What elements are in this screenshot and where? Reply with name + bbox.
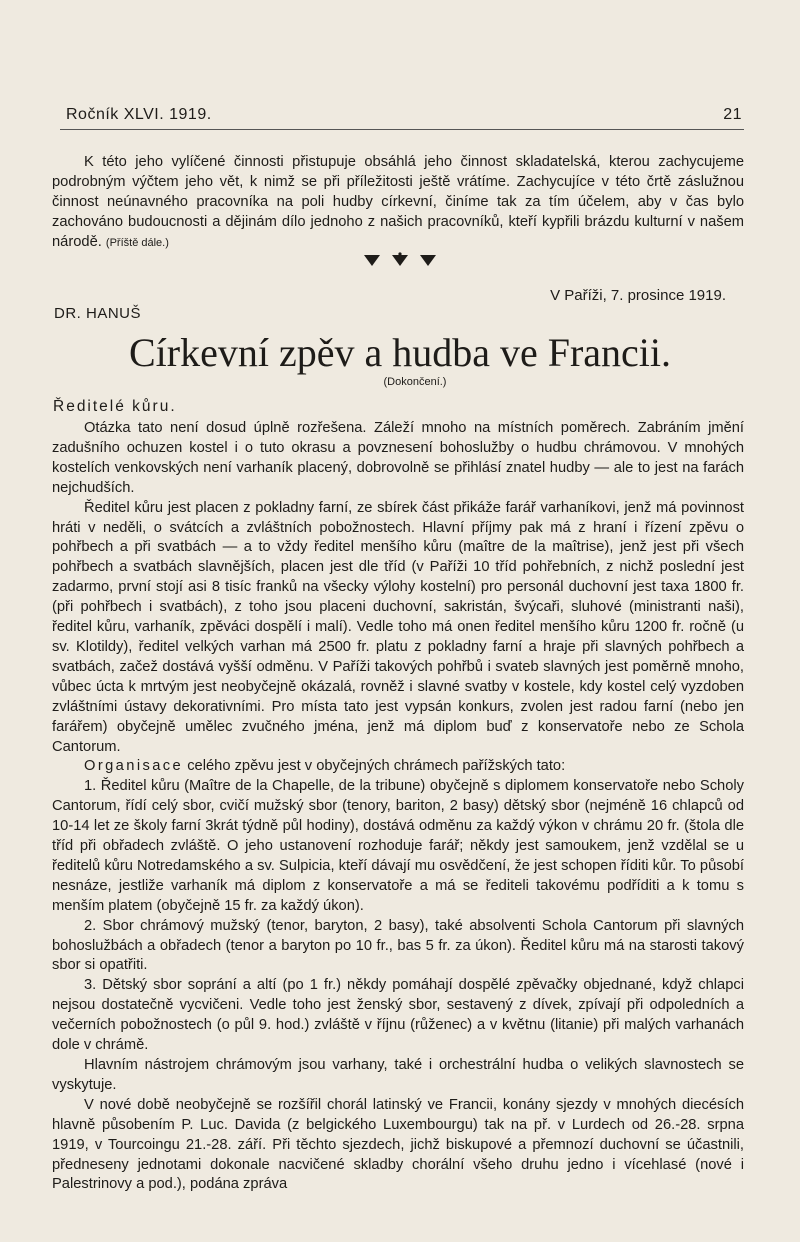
paragraph: Hlavním nástrojem chrámovým jsou varhany, také i orchestrální hudba o velikých slavnostech se vyskytuje. xyxy=(52,1057,744,1093)
intro-block xyxy=(52,153,744,254)
volume-label: Ročník XLVI. 1919. xyxy=(66,106,212,123)
list-item: 1. Ředitel kůru (Maître de la Chapelle, de la tribune) obyčejně s diplomem konservatoře nebo Scholy Cantorum, řídí celý sbor, cvičí mužský sbor (tenory, bariton, 2 basy) dětský sbor (nejméně 16 chlapců od 10-14 let ze školy farní 3krát týdně půl hodiny), dostává odměnu za každý výkon v chrámu 20 fr. (štola dle tříd při obřadech zvláště. O jeho ustanovení rozhoduje farář; někdy jest samoukem, jenž vzdělal se u ředitelů kůru Notredamského a sv. Sulpicia, kteří dávají mu osvědčení, že jest schopen říditi kůr. To působí nesnáze, jestliže varhaník má diplom z konservatoře a má se řediteli takovému podříditi a k tomu s menším platem (obyčejně 15 fr. za každý úkon). xyxy=(52,778,744,914)
paragraph: V nové době neobyčejně se rozšířil chorál latinský ve Francii, konány sjezdy v mnohých diecésích hlavně působením P. Luc. Davida (z belgického Luxembourgu) tak na př. v Lurdech od 26.-28. srpna 1919, v Tourcoingu 21.-28. září. Při těchto sjezdech, jichž biskupové a přemnozí duchovní se účastnili, předneseny jednotami dokonale nacvičené skladby chorální všeho druhu jedno i vícehlasé (nové i Palestrinovy a pod.), podána zpráva xyxy=(52,1096,744,1193)
article-subtitle: (Dokončení.) xyxy=(383,376,447,388)
organisation-paragraph xyxy=(52,757,744,777)
dateline: V Paříži, 7. prosince 1919. xyxy=(550,287,726,304)
list-item: 3. Dětský sbor soprání a altí (po 1 fr.) někdy pomáhají dospělé zpěvačky objednané, když chlapci nejsou dostatečně vycvičeni. Vedle toho jest ženský sbor, sestavený z dívek, zpívají při odpoledních a večerních pobožnostech (o půl 9. hod.) zvláště v říjnu (růženec) a v květnu (litanie) při malých varhanách dole v chrámě. xyxy=(52,977,744,1054)
list-item: 2. Sbor chrámový mužský (tenor, baryton, 2 basy), také absolventi Schola Cantorum při slavných bohoslužbách a obřadech (tenor a baryton po 10 fr., bas 5 fr. za úkon). Ředitel kůru má na starosti takový sbor si opatřiti. xyxy=(52,917,744,974)
intro-paragraph: K této jeho vylíčené činnosti přistupuje obsáhlá jeho činnost skladatelská, kterou zachycujeme podrobným výčtem jeho vět, k nimž se při příležitosti ještě vrátíme. Zachycujíce v této črtě záslužnou činnost neúnavného pracovníka na poli hudby církevní, činíme tak za tím účelem, aby v čas bylo zachováno budoucnosti a dějinám dílo jednoho z našich pracovníků, kteří kypřili brázdu kulturní v našem národě. (Příště dále.) xyxy=(52,154,744,250)
paragraph: Otázka tato není dosud úplně rozřešena. Záleží mnoho na místních poměrech. Zabráním jmění zadušního ochuzen kostel i o tuto okrasu a povznesení bohoslužby o hudbu chrámovou. V mnohých kostelích venkovských není varhaník placený, dobrovolně se přihlásí znatel hudby — ale to jest na farách nejchudších. xyxy=(52,420,744,496)
continued-note: (Příště dále.) xyxy=(105,236,169,249)
page-number: 21 xyxy=(723,106,742,123)
ornament-divider xyxy=(360,252,440,270)
section-heading: Ředitelé kůru. xyxy=(53,398,177,415)
paragraph: Ředitel kůru jest placen z pokladny farní, ze sbírek část přikáže farář varhaníkovi, jenž má povinnost hráti v neděli, o svátcích a zvláštních pobožnostech. Hlavní příjmy pak má z hraní i řízení zpěvu o pohřbech a při svatbách — a to vždy ředitel menšího kůru (maître de la maîtrise), jenž jest při všech pohřbech a svatbách slavnějších, placen jest dle tříd (v Paříži 10 tříd pohřebních, z nichž poslední jest zadarmo, první stojí asi 8 tisíc franků na všecky výlohy kostelní) pro personál duchovní jest taxa 1800 fr. (při pohřbech i svatbách), z toho jsou placeni duchovní, sakristán, švýcaři, sluhové (ministranti naši), ředitel kůru, varhaník, zpěváci dospělí i malí). Vedle toho má onen ředitel menšího kůru 1200 fr. ročně (u sv. Klotildy), ředitel velkých varhan má 2500 fr. platu z pokladny farní a hraje při slavných pohřbech a svatbách, začež dostává vyšší odměnu. V Paříži takových pohřbů i svateb slavných jest poměrně mnoho, vůbec úcta k mrtvým jest neobyčejně okázalá, rovněž i slavné svatby v kostele, kdy kostel celý vyzdoben zvláštními ústavy dekorativními. Pro místa tato jest vypsán konkurs, zvolen jest radou farní (nebo jen farářem) obyčejně umělec zvučného jména, jenž má diplom buď z konservatoře nebo ze Schola Cantorum. xyxy=(52,499,744,755)
article-body xyxy=(52,419,744,1195)
author-name: DR. HANUŠ xyxy=(54,305,142,322)
header-rule xyxy=(60,129,744,130)
article-title: Církevní zpěv a hudba ve Francii. xyxy=(128,330,672,375)
running-header xyxy=(66,106,742,124)
organisation-rest: celého zpěvu jest v obyčejných chrámech pařížských tato: xyxy=(187,758,566,775)
organisation-lead: Organisace xyxy=(84,758,184,775)
